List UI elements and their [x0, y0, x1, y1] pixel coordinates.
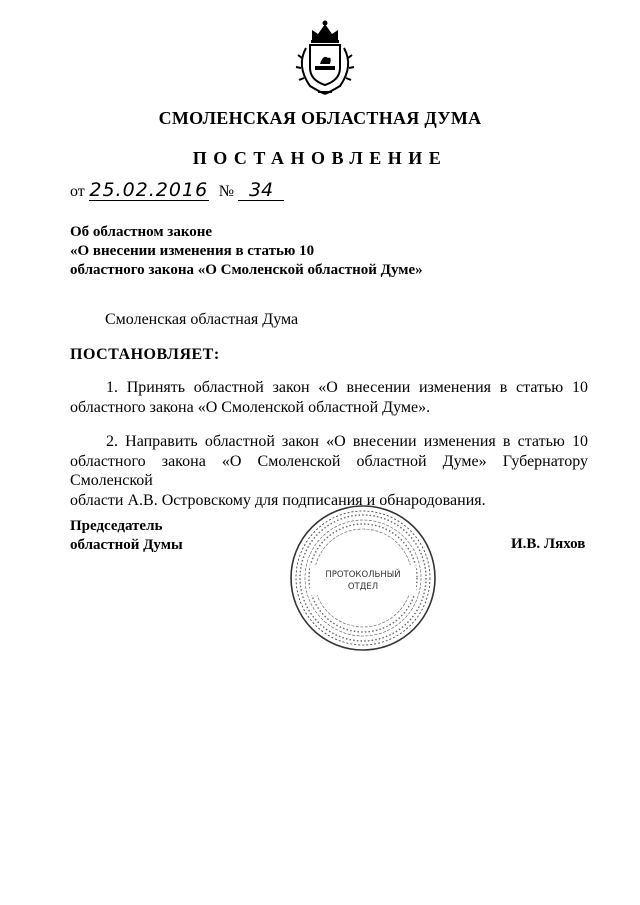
number-value: 34	[238, 180, 284, 201]
subject-line: Об областном законе	[70, 224, 213, 240]
paragraph-1	[70, 378, 588, 417]
document-type: ПОСТАНОВЛЕНИЕ	[192, 148, 448, 168]
paragraph-2	[70, 432, 588, 510]
signer-title-line: Председатель	[70, 518, 163, 534]
paragraph-line: областного закона «О Смоленской областной Думе».	[70, 398, 431, 416]
paragraph-line: 2. Направить областной закон «О внесении изменения в статью 10	[106, 433, 588, 450]
paragraph-line: областного закона «О Смоленской областной Думе» Губернатору Смоленской	[70, 452, 588, 489]
date-value: 25.02.2016	[89, 179, 209, 201]
subject-block	[70, 223, 423, 280]
signer-title-line: областной Думы	[70, 537, 183, 553]
subject-line: «О внесении изменения в статью 10	[70, 243, 315, 259]
subject-line: областного закона «О Смоленской областной Думе»	[70, 262, 423, 278]
date-prefix: от	[70, 183, 85, 200]
number-prefix: №	[218, 183, 235, 200]
paragraph-line: области А.В. Островскому для подписания и обнародования.	[70, 491, 486, 509]
resolve-heading: ПОСТАНОВЛЯЕТ:	[70, 346, 220, 363]
coat-of-arms-icon	[290, 18, 360, 98]
seal-center-line: ОТДЕЛ	[347, 582, 379, 592]
organization-name: СМОЛЕНСКАЯ ОБЛАСТНАЯ ДУМА	[158, 108, 482, 128]
date-number-line	[70, 180, 284, 201]
signer-title	[70, 517, 183, 555]
signer-name: И.В. Ляхов	[511, 536, 586, 552]
seal-icon	[288, 503, 438, 653]
seal-center-line: ПРОТОКОЛЬНЫЙ	[325, 570, 401, 580]
body-intro: Смоленская областная Дума	[105, 311, 299, 328]
paragraph-line: 1. Принять областной закон «О внесении изменения в статью 10	[106, 379, 588, 396]
